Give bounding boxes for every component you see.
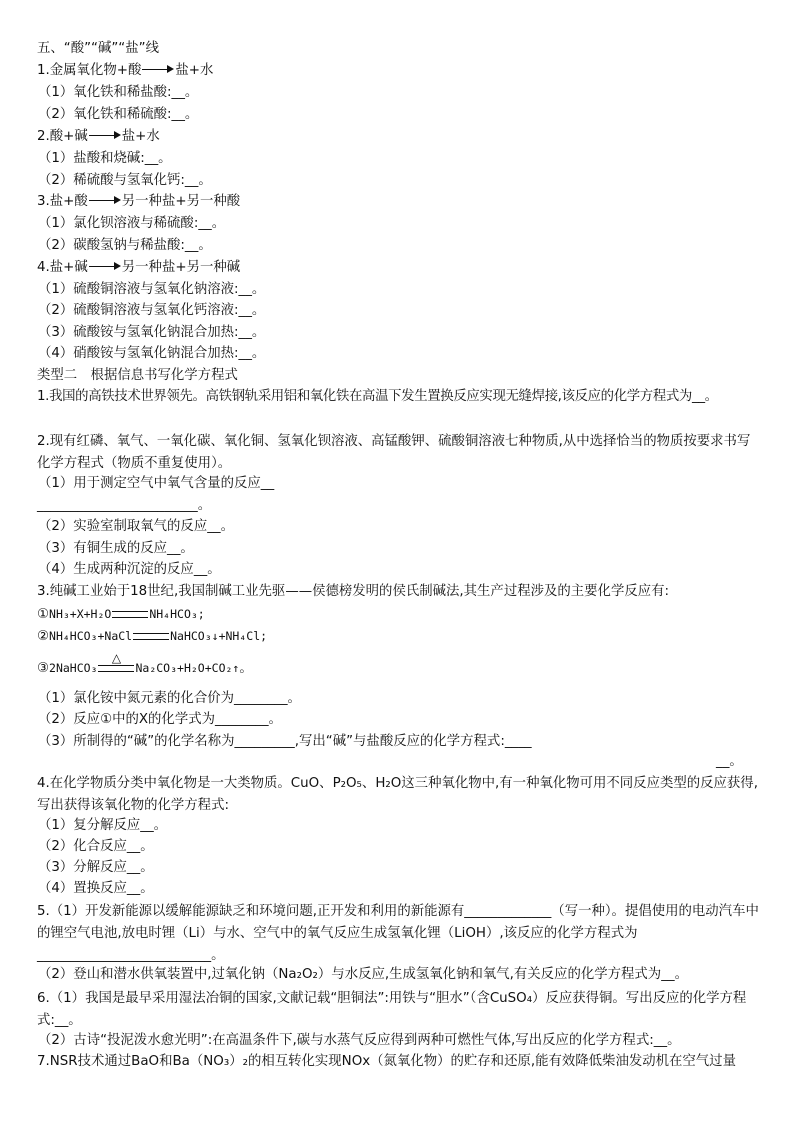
question-2-stem: 2.现有红磷、氧气、一氧化碳、氧化铜、氢氧化钡溶液、高锰酸钾、硫酸铜溶液七种物质,从中选择恰当的物质按要求书写化学方程式（物质不重复使用）。: [37, 434, 751, 471]
reaction-type-4: [37, 259, 240, 277]
question-item: （2）稀硫酸与氢氧化钙:__。: [38, 173, 212, 188]
question-item: （4）生成两种沉淀的反应__。: [38, 562, 221, 577]
equation-end: 。: [239, 661, 253, 676]
equation-marker: ②: [37, 629, 50, 644]
equation-products: NH₄HCO₃;: [149, 607, 205, 621]
type2-title: 类型二 根据信息书写化学方程式: [37, 368, 238, 383]
question-item: （2）化合反应__。: [38, 839, 154, 854]
equation-reactants: NH₄HCO₃+NaCl: [49, 629, 133, 643]
reaction-type-1-prefix: 1.金属氧化物+酸: [37, 63, 142, 78]
equation-3: [37, 650, 253, 678]
arrow-icon: [89, 196, 121, 206]
reaction-type-3-suffix: 另一种盐+另一种酸: [121, 194, 241, 209]
equation-reactants: NH₃+X+H₂O: [49, 607, 112, 621]
reaction-type-4-suffix: 另一种盐+另一种碱: [121, 260, 241, 275]
question-5-part-2: （2）登山和潜水供氧装置中,过氧化钠（Na₂O₂）与水反应,生成氢氧化钠和氧气,有关反应的化学方程式为__。: [38, 967, 688, 982]
answer-blank-line: ________________________。: [37, 498, 212, 513]
reaction-type-1-suffix: 盐+水: [175, 63, 214, 78]
question-item: （4）硝酸铵与氢氧化钠混合加热:__。: [38, 346, 266, 361]
question-4-stem: 4.在化学物质分类中氧化物是一大类物质。CuO、P₂O₅、H₂O这三种氧化物中,有一种氧化物可用不同反应类型的反应获得,写出获得该氧化物的化学方程式:: [37, 776, 758, 813]
question-item: （1）用于测定空气中氧气含量的反应__: [38, 476, 275, 491]
question-6-part-1: 6.（1）我国是最早采用湿法冶铜的国家,文献记载“胆铜法”:用铁与“胆水”（含CuSO₄）反应获得铜。写出反应的化学方程式:__。: [37, 991, 747, 1028]
reaction-type-4-prefix: 4.盐+碱: [37, 260, 88, 275]
question-3-stem: 3.纯碱工业始于18世纪,我国制碱工业先驱——侯德榜发明的侯氏制碱法,其生产过程涉及的主要化学反应有:: [37, 584, 670, 599]
equation-2: [37, 627, 267, 646]
question-5-part-1: 5.（1）开发新能源以缓解能源缺乏和环境问题,正开发和利用的新能源有_____________（写一种）。提倡使用的电动汽车中的锂空气电池,放电时锂（Li）与水、空气中的氧气反应生成氢氧化锂（LiOH）,该反应的化学方程式为__________________________。: [37, 904, 759, 963]
reaction-type-3-prefix: 3.盐+酸: [37, 194, 88, 209]
question-6-part-2: （2）古诗“投泥泼水愈光明”:在高温条件下,碳与水蒸气反应得到两种可燃性气体,写出反应的化学方程式:__。: [38, 1033, 681, 1048]
reaction-type-1: [37, 62, 213, 80]
question-item: （2）反应①中的X的化学式为________。: [38, 712, 282, 727]
reaction-type-2-prefix: 2.酸+碱: [37, 129, 88, 144]
question-item: （3）有铜生成的反应__。: [38, 541, 194, 556]
question-item: （3）硫酸铵与氢氧化钠混合加热:__。: [38, 325, 266, 340]
equals-sign-icon: [112, 611, 148, 618]
arrow-icon: [142, 65, 174, 75]
equation-marker: ①: [37, 607, 50, 622]
reaction-type-2: [37, 128, 160, 146]
reaction-type-3: [37, 193, 240, 211]
arrow-icon: [89, 262, 121, 272]
reaction-type-2-suffix: 盐+水: [121, 129, 160, 144]
equation-products: NaHCO₃↓+NH₄Cl;: [170, 629, 268, 643]
question-item: （1）氯化铵中氮元素的化合价为________。: [38, 691, 301, 706]
equation-reactants: 2NaHCO₃: [49, 661, 98, 675]
question-1: 1.我国的高铁技术世界领先。高铁钢轨采用铝和氧化铁在高温下发生置换反应实现无缝焊接,该反应的化学方程式为__。: [37, 389, 718, 404]
answer-blank-end: __。: [716, 754, 743, 769]
question-item: （3）分解反应__。: [38, 860, 154, 875]
equation-marker: ③: [37, 661, 50, 676]
question-item: （4）置换反应__。: [38, 881, 154, 896]
equals-sign-icon: [133, 633, 169, 640]
question-item: （1）氯化钡溶液与稀硫酸:__。: [38, 216, 226, 231]
question-item: （1）盐酸和烧碱:__。: [38, 151, 172, 166]
question-item: （3）所制得的“碱”的化学名称为_________,写出“碱”与盐酸反应的化学方程式:____: [38, 734, 532, 749]
arrow-icon: [89, 131, 121, 141]
question-item: （1）硫酸铜溶液与氢氧化钠溶液:__。: [38, 282, 266, 297]
question-item: （2）实验室制取氧气的反应__。: [38, 519, 234, 534]
question-item: （2）碳酸氢钠与稀盐酸:__。: [38, 238, 212, 253]
equation-products: Na₂CO₃+H₂O+CO₂↑: [135, 661, 240, 675]
heating-condition-icon: △: [111, 650, 122, 665]
question-item: （1）复分解反应__。: [38, 818, 168, 833]
question-item: （2）硫酸铜溶液与氢氧化钙溶液:__。: [38, 303, 266, 318]
question-item: （1）氧化铁和稀盐酸:__。: [38, 85, 199, 100]
question-item: （2）氧化铁和稀硫酸:__。: [38, 107, 199, 122]
section-title: 五、“酸”“碱”“盐”线: [37, 41, 159, 56]
equation-1: [37, 605, 205, 624]
question-7-stem: 7.NSR技术通过BaO和Ba（NO₃）₂的相互转化实现NOx（氮氧化物）的贮存和还原,能有效降低柴油发动机在空气过量: [37, 1054, 736, 1069]
equals-sign-icon: [98, 650, 134, 672]
